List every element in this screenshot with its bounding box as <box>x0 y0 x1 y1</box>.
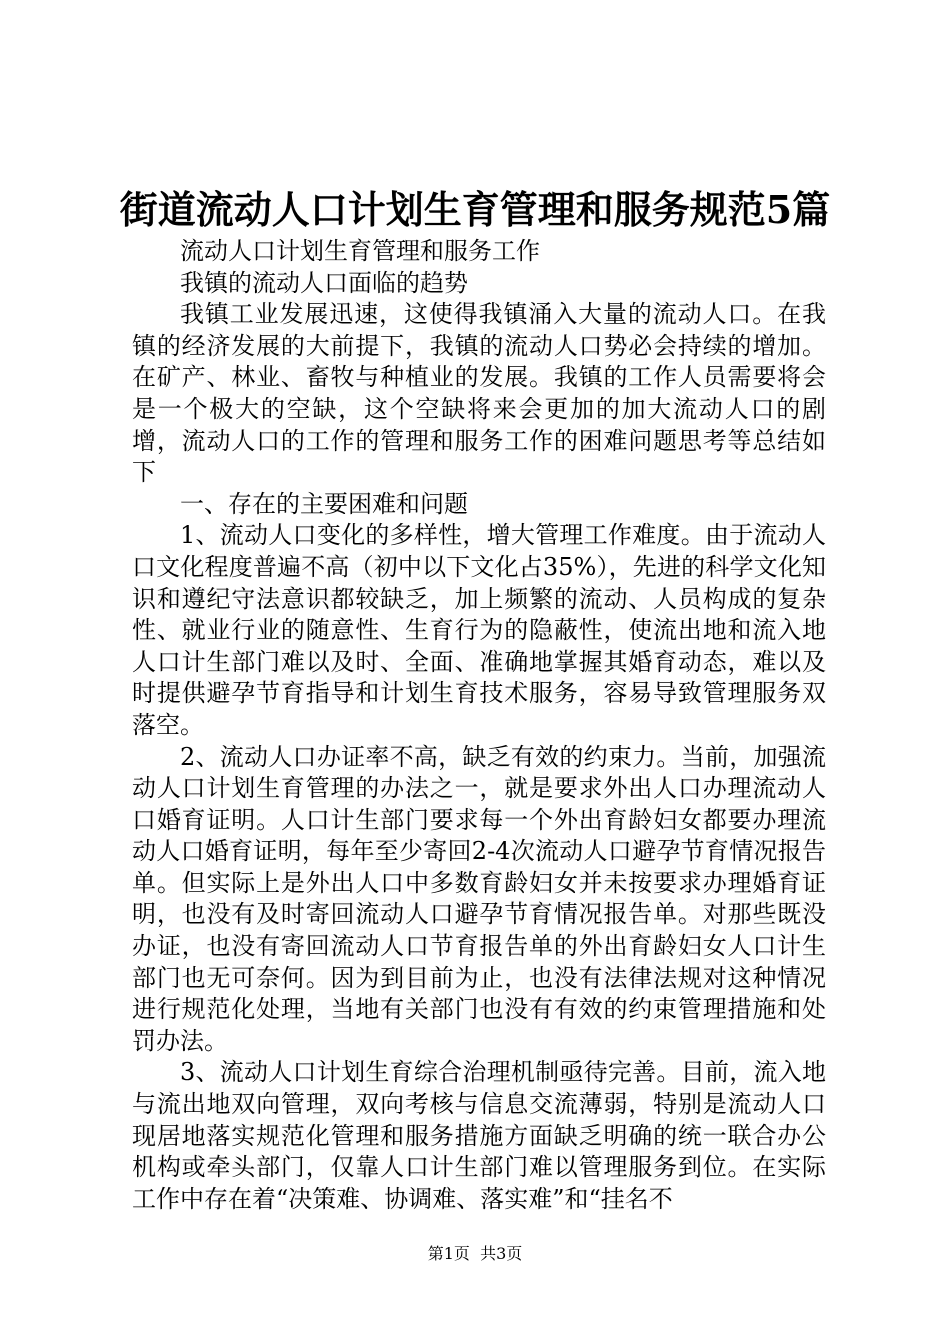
section-heading-problems: 一、存在的主要困难和问题 <box>180 489 468 518</box>
paragraph-intro: 我镇工业发展迅速，这使得我镇涌入大量的流动人口。在我镇的经济发展的大前提下，我镇的流动人口势必会持续的增加。在矿产、林业、畜牧与种植业的发展。我镇的工作人员需要将会是一个极大的空缺，这个空缺将来会更加的加大流动人口的剧增，流动人口的工作的管理和服务工作的困难问题思考等总结如下 <box>132 300 826 487</box>
paragraph-item-3: 3、流动人口计划生育综合治理机制亟待完善。目前，流入地与流出地双向管理，双向考核与信息交流薄弱，特别是流动人口现居地落实规范化管理和服务措施方面缺乏明确的统一联合办公机构或牵头部门，仅靠人口计生部门难以管理服务到位。在实际工作中存在着“决策难、协调难、落实难”和“挂名不 <box>132 1058 826 1213</box>
paragraph-subtitle: 流动人口计划生育管理和服务工作 <box>180 237 540 265</box>
document-body <box>132 236 826 1215</box>
paragraph-heading-trend: 我镇的流动人口面临的趋势 <box>180 268 468 297</box>
document-title: 街道流动人口计划生育管理和服务规范5篇 <box>119 187 831 232</box>
paragraph-item-2: 2、流动人口办证率不高，缺乏有效的约束力。当前，加强流动人口计划生育管理的办法之一，就是要求外出人口办理流动人口婚育证明。人口计生部门要求每一个外出育龄妇女都要办理流动人口婚育证明，每年至少寄回2-4次流动人口避孕节育情况报告单。但实际上是外出人口中多数育龄妇女并未按要求办理婚育证明，也没有及时寄回流动人口避孕节育情况报告单。对那些既没办证，也没有寄回流动人口节育报告单的外出育龄妇女人口计生部门也无可奈何。因为到目前为止，也没有法律法规对这种情况进行规范化处理，当地有关部门也没有有效的约束管理措施和处罚办法。 <box>132 742 826 1055</box>
page-number-footer: 第1页 共3页 <box>427 1244 523 1263</box>
paragraph-item-1: 1、流动人口变化的多样性，增大管理工作难度。由于流动人口文化程度普遍不高（初中以下文化占35%），先进的科学文化知识和遵纪守法意识都较缺乏，加上频繁的流动、人员构成的复杂性、就业行业的随意性、生育行为的隐蔽性，使流出地和流入地人口计生部门难以及时、全面、准确地掌握其婚育动态，难以及时提供避孕节育指导和计划生育技术服务，容易导致管理服务双落空。 <box>132 521 826 739</box>
